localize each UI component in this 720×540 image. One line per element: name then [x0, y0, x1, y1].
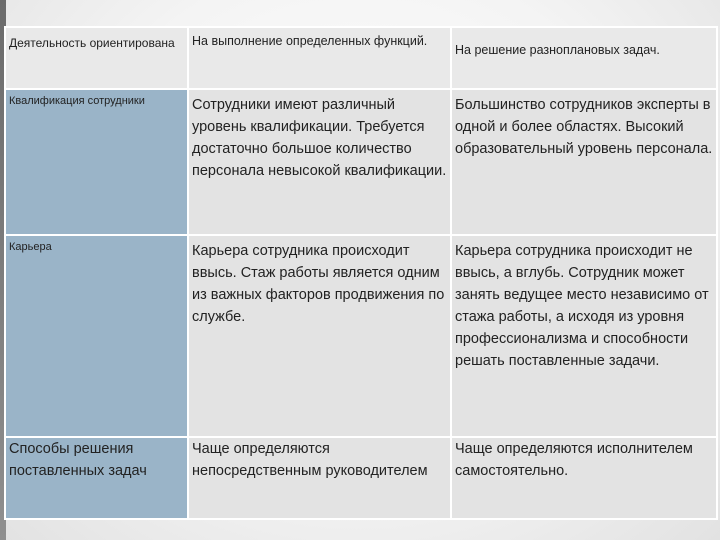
row-career-col2: Карьера сотрудника происходит не ввысь, а вглубь. Сотрудник может занять ведущее место независимо от стажа работы, а исходя из уровня профессионализма и способности решать поставленные задачи. — [451, 235, 717, 437]
row-qualification-col1: Сотрудники имеют различный уровень квалификации. Требуется достаточно большое количество персонала невысокой квалификации. — [188, 89, 451, 235]
row-label-career: Карьера — [5, 235, 188, 437]
comparison-table — [4, 26, 718, 520]
row-methods-col1: Чаще определяются непосредственным руководителем — [188, 437, 451, 519]
header-col2-cell: На решение разноплановых задач. — [451, 27, 717, 89]
header-col1-cell: На выполнение определенных функций. — [188, 27, 451, 89]
table-row — [5, 437, 717, 519]
row-label-methods: Способы решения поставленных задач — [5, 437, 188, 519]
row-methods-col2: Чаще определяются исполнителем самостоятельно. — [451, 437, 717, 519]
row-label-qualification: Квалификация сотрудники — [5, 89, 188, 235]
row-qualification-col2: Большинство сотрудников эксперты в одной и более областях. Высокий образовательный уровень персонала. — [451, 89, 717, 235]
table-row — [5, 235, 717, 437]
table-row — [5, 89, 717, 235]
row-career-col1: Карьера сотрудника происходит ввысь. Стаж работы является одним из важных факторов продвижения по службе. — [188, 235, 451, 437]
table-header-row — [5, 27, 717, 89]
header-label-cell: Деятельность ориентирована — [5, 27, 188, 89]
